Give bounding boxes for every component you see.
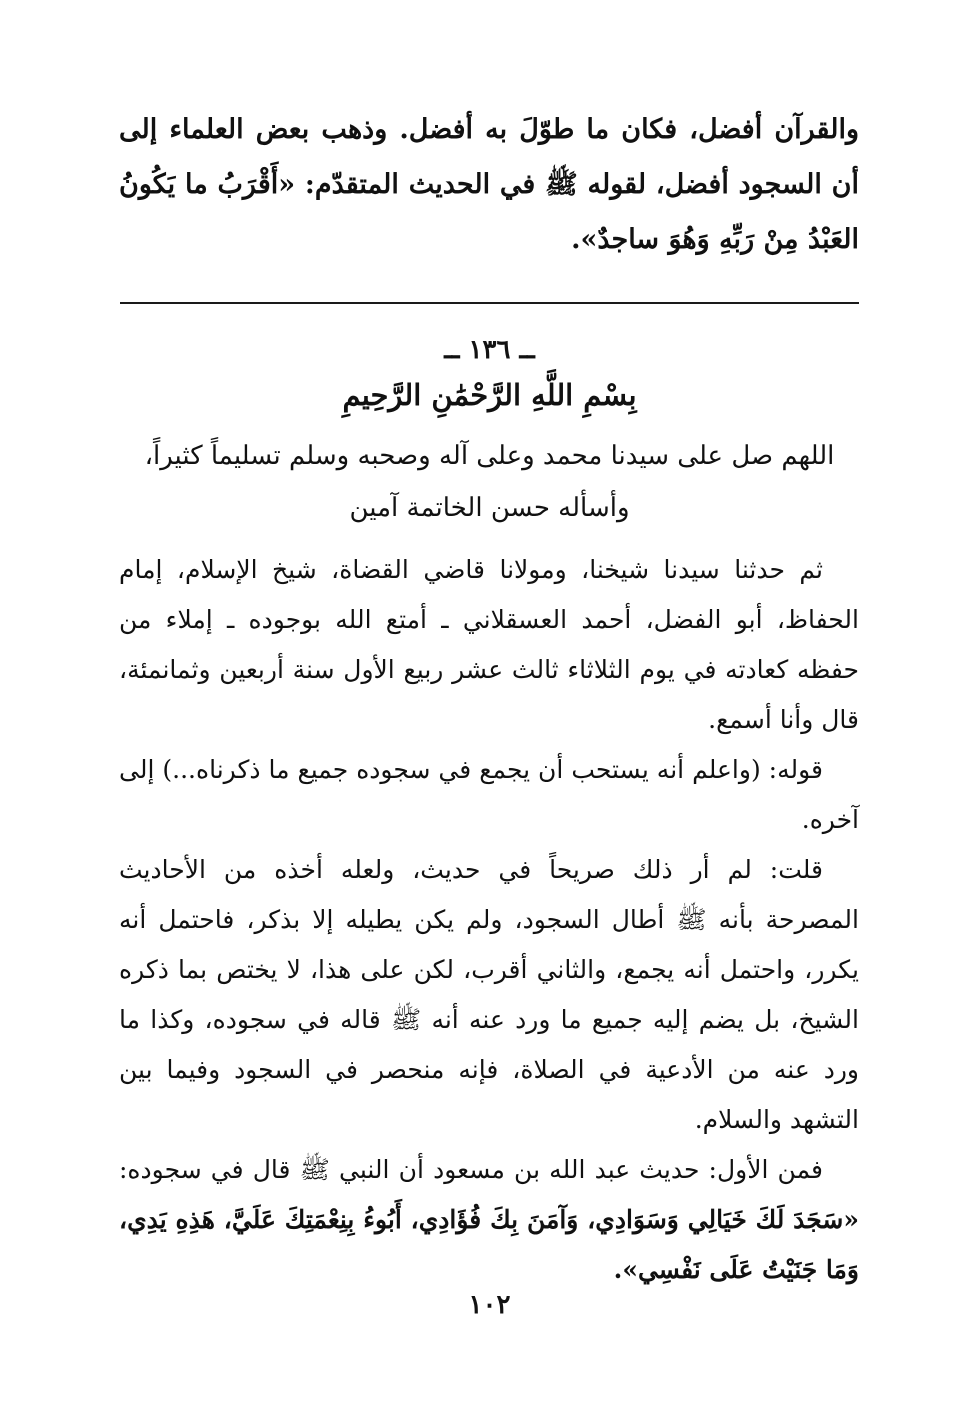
body-paragraph-2: قوله: (واعلم أنه يستحب أن يجمع في سجوده جميع ما ذكرناه...) إلى آخره. [119, 755, 859, 834]
prayer-line-2: وأسأله حسن الخاتمة آمين [349, 493, 630, 523]
body-paragraph-1: ثم حدثنا سيدنا شيخنا، ومولانا قاضي القضاة، شيخ الإسلام، إمام الحفاظ، أبو الفضل، أحمد العسقلاني ـ أمتع الله بوجوده ـ إملاء من حفظه كعادته في يوم الثلاثاء ثالث عشر ربيع الأول سنة أربعين وثمانمئة، قال وأنا أسمع. [119, 555, 859, 734]
body-text [119, 545, 859, 1295]
intro-paragraph: والقرآن أفضل، فكان ما طوّلَ به أفضل. وذهب بعض العلماء إلى أن السجود أفضل، لقوله ﷺ في الحديث المتقدّم: «أَقْرَبُ ما يَكُونُ العَبْدُ مِنْ رَبِّهِ وَهُوَ ساجدٌ». [119, 114, 859, 255]
hadith-quote: «سَجَدَ لَكَ خَيَالِي وَسَوَادِي، وَآمَنَ بِكَ فُؤَادِي، أَبُوءُ بِنِعْمَتِكَ عَلَيَّ، هَذِهِ يَدِي، وَمَا جَنَيْتُ عَلَى نَفْسِي». [119, 1205, 859, 1284]
paragraph-4-intro: فمن الأول: حديث عبد الله بن مسعود أن النبي ﷺ قال في سجوده: [119, 1155, 823, 1184]
opening-prayer [0, 430, 979, 534]
body-paragraph-4 [119, 1145, 859, 1295]
basmala: بِسْمِ اللَّهِ الرَّحْمَٰنِ الرَّحِيمِ [342, 378, 637, 412]
intro-text [119, 102, 859, 267]
prayer-line-1: اللهم صل على سيدنا محمد وعلى آله وصحبه وسلم تسليماً كثيراً، [144, 441, 835, 471]
body-paragraph-3: قلت: لم أر ذلك صريحاً في حديث، ولعله أخذه من الأحاديث المصرحة بأنه ﷺ أطال السجود، ولم يكن يطيله إلا بذكر، فاحتمل أنه يكرر، واحتمل أنه يجمع، والثاني أقرب، لكن على هذا، لا يختص بما ذكره الشيخ، بل يضم إليه جميع ما ورد عنه أنه ﷺ قاله في سجوده، وكذا ما ورد عنه من الأدعية في الصلاة، فإنه منحصر في السجود وفيما بين التشهد والسلام. [119, 855, 859, 1134]
hadith-page-marker: ــ ١٣٦ ــ [444, 335, 535, 365]
page-number: ١٠٢ [468, 1290, 511, 1320]
section-divider [120, 302, 859, 304]
